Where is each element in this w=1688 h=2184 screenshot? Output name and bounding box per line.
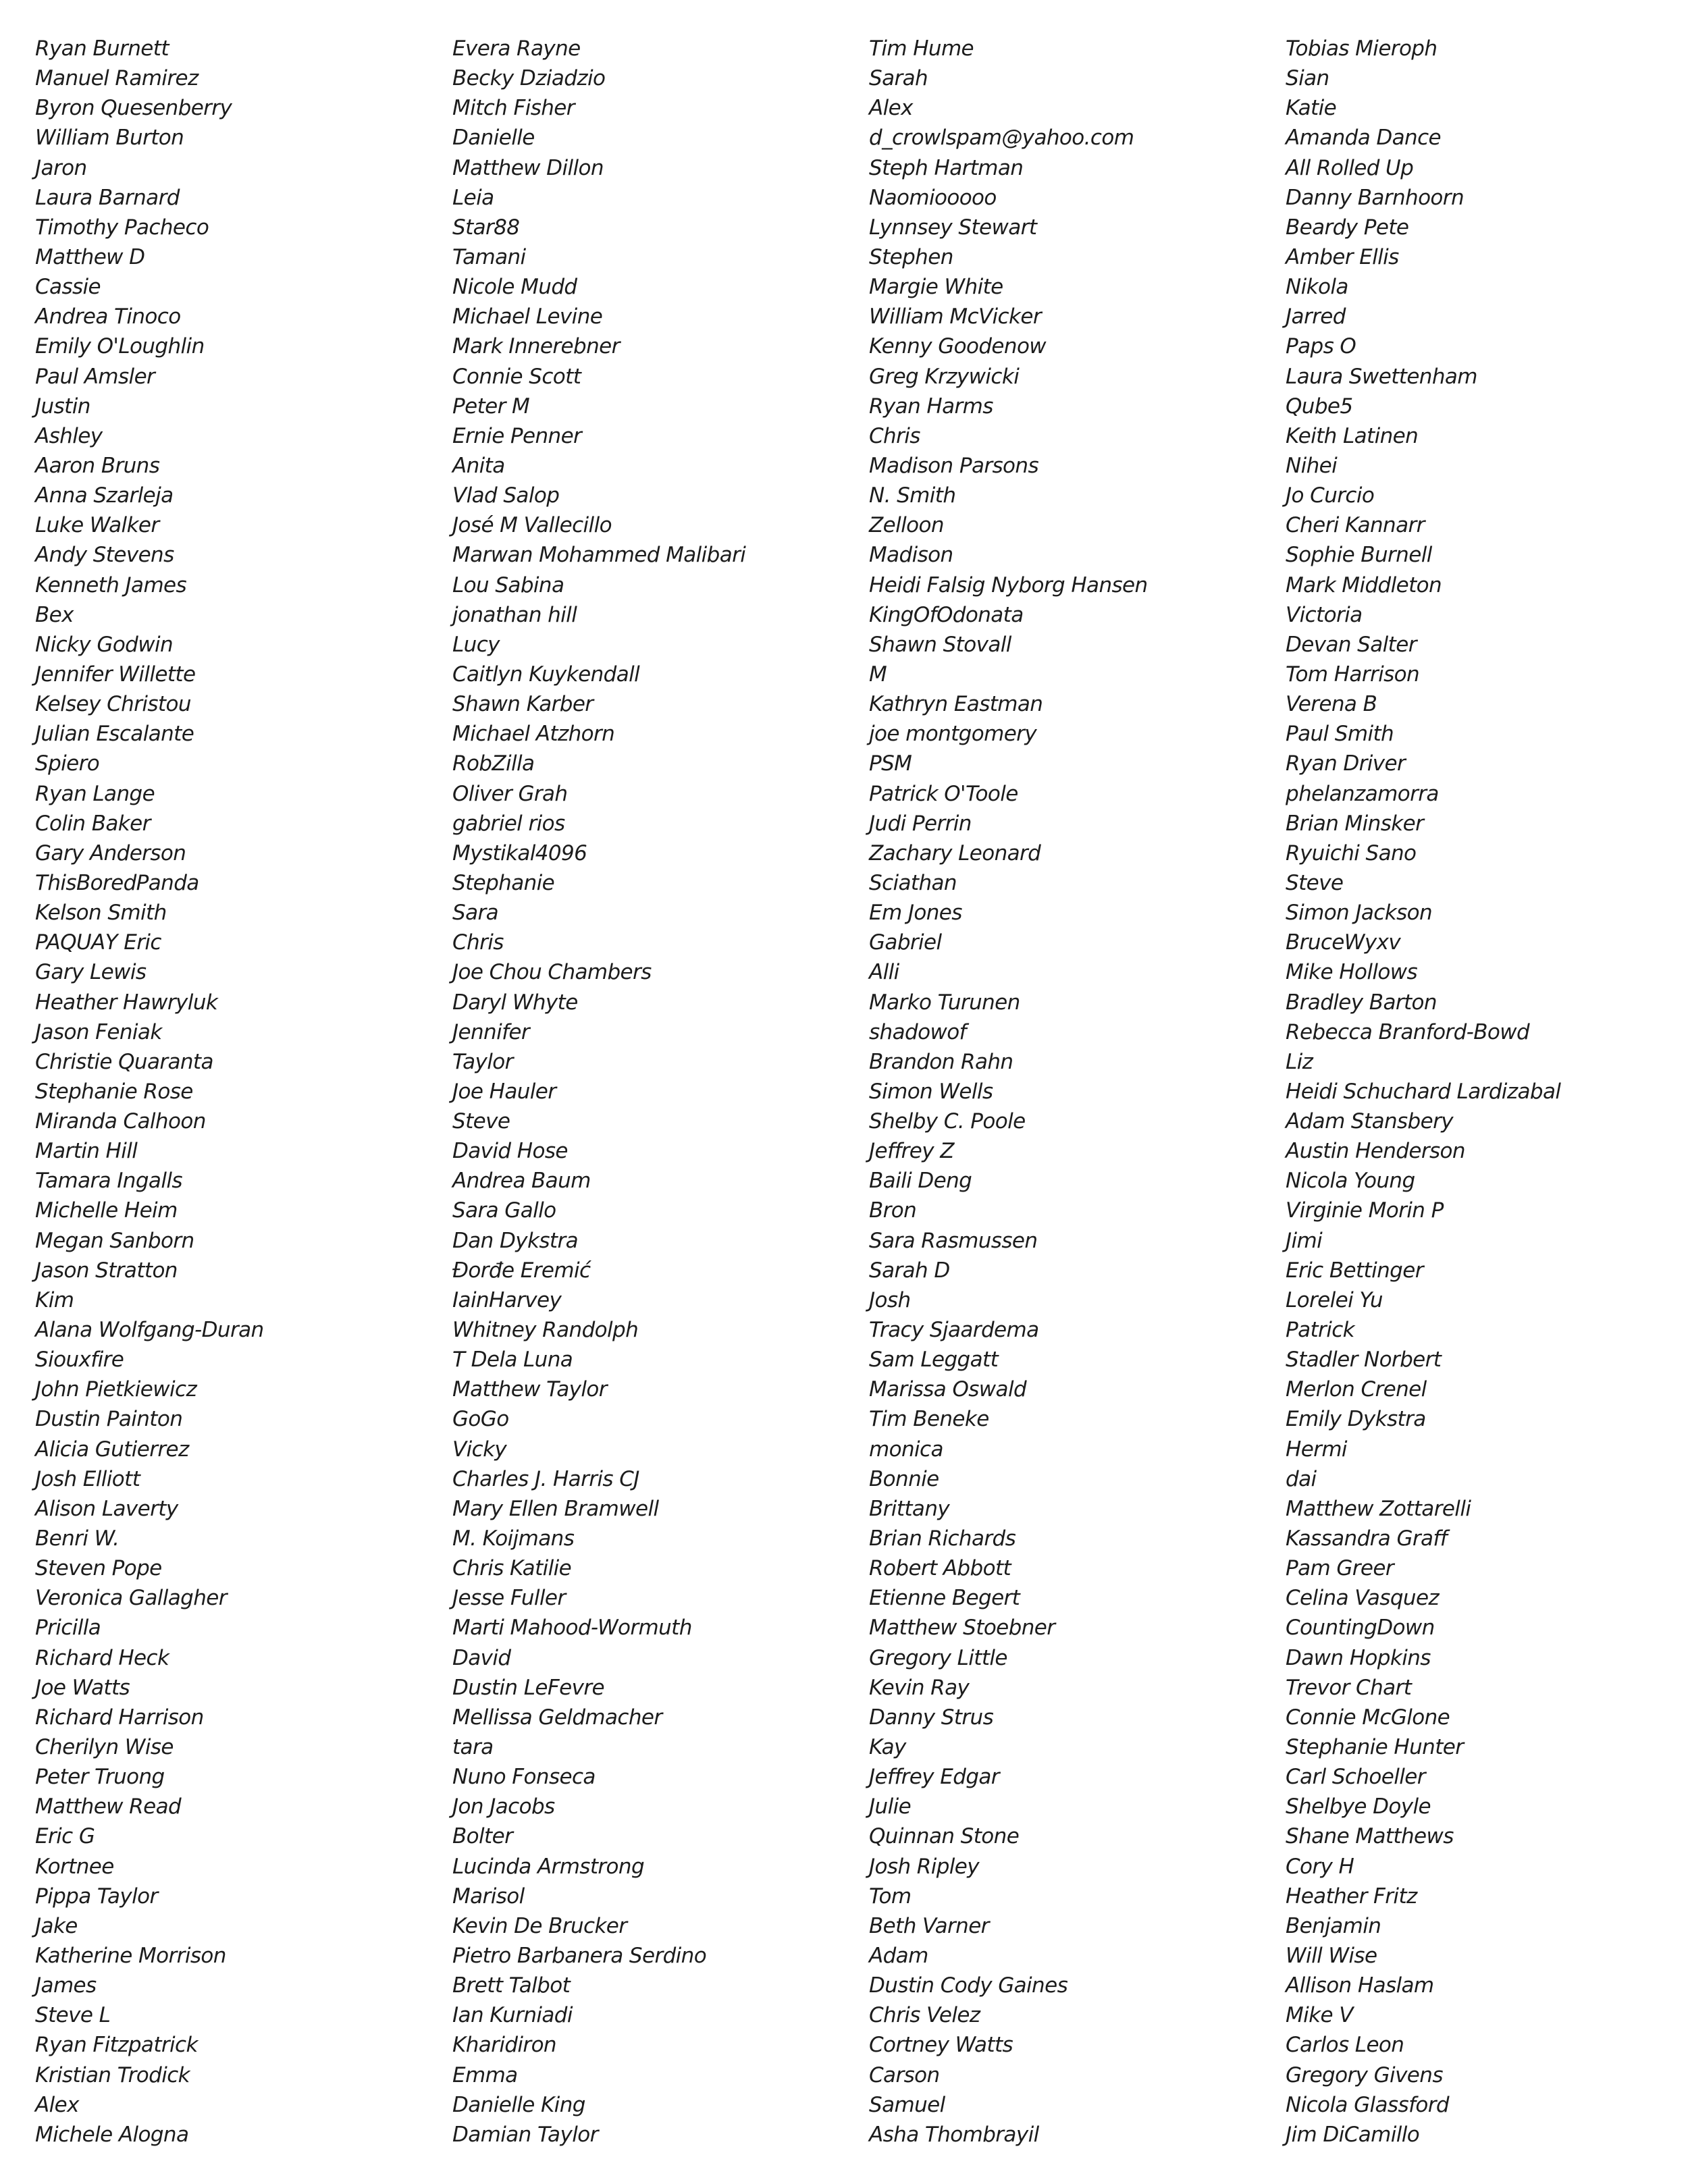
list-item: Mike V <box>1286 2003 1353 2028</box>
list-item: Matthew Zottarelli <box>1286 1496 1471 1521</box>
list-item: José M Vallecillo <box>452 513 612 538</box>
list-item: Heather Fritz <box>1286 1884 1417 1909</box>
list-item: Zelloon <box>869 513 944 538</box>
list-item: Kenneth James <box>35 572 187 597</box>
list-item: Sciathan <box>869 870 957 895</box>
list-item: Dustin Cody Gaines <box>869 1973 1068 1998</box>
list-item: Tracy Sjaardema <box>869 1318 1039 1343</box>
list-item: Devan Salter <box>1286 632 1417 657</box>
list-item: Lorelei Yu <box>1286 1287 1383 1312</box>
list-item: Carlos Leon <box>1286 2033 1404 2058</box>
list-item: Kristian Trodick <box>35 2062 190 2087</box>
list-item: Margie White <box>869 275 1003 300</box>
list-item: Dustin Painton <box>35 1407 183 1432</box>
list-item: Mark Middleton <box>1286 572 1442 597</box>
list-item: Paul Amsler <box>35 364 155 389</box>
list-item: Beth Varner <box>869 1913 989 1938</box>
list-item: Sarah <box>869 66 928 91</box>
list-item: Anna Szarleja <box>35 483 174 508</box>
list-item: Mystikal4096 <box>452 841 587 865</box>
list-item: Gregory Little <box>869 1645 1007 1670</box>
list-item: Andrea Tinoco <box>35 304 181 329</box>
list-item: Bron <box>869 1198 917 1223</box>
list-item: Michael Atzhorn <box>452 722 615 747</box>
list-item: Siouxfire <box>35 1348 124 1373</box>
list-item: gabriel rios <box>452 811 565 836</box>
list-item: Jason Feniak <box>35 1019 162 1044</box>
list-item: Gary Anderson <box>35 841 186 865</box>
list-item: Mike Hollows <box>1286 960 1418 985</box>
list-item: Brett Talbot <box>452 1973 571 1998</box>
list-item: Byron Quesenberry <box>35 96 232 121</box>
list-item: Tamani <box>452 244 526 269</box>
list-item: Pietro Barbanera Serdino <box>452 1944 707 1968</box>
list-item: Evera Rayne <box>452 36 581 61</box>
list-item: Josh <box>869 1287 911 1312</box>
list-item: Jimi <box>1286 1228 1323 1253</box>
list-item: Kevin De Brucker <box>452 1913 627 1938</box>
list-item: Bex <box>35 602 74 627</box>
list-item: Stephen <box>869 244 953 269</box>
list-item: Miranda Calhoon <box>35 1109 206 1134</box>
list-item: Lynnsey Stewart <box>869 215 1037 240</box>
list-item: Danielle <box>452 126 535 151</box>
list-item: Laura Swettenham <box>1286 364 1477 389</box>
list-item: Damian Taylor <box>452 2122 598 2147</box>
list-item: Benri W. <box>35 1526 120 1551</box>
list-item: Matthew Read <box>35 1794 182 1819</box>
list-item: Daryl Whyte <box>452 990 578 1015</box>
list-item: Nihei <box>1286 453 1338 478</box>
list-item: James <box>35 1973 97 1998</box>
list-item: KingOfOdonata <box>869 602 1024 627</box>
list-item: Sophie Burnell <box>1286 543 1432 568</box>
list-item: Connie McGlone <box>1286 1705 1450 1730</box>
list-item: Hermi <box>1286 1437 1347 1462</box>
list-item: Kortnee <box>35 1854 114 1879</box>
list-item: Ryan Driver <box>1286 751 1406 776</box>
list-item: Megan Sanborn <box>35 1228 194 1253</box>
list-item: Kassandra Graff <box>1286 1526 1448 1551</box>
list-item: Jo Curcio <box>1286 483 1375 508</box>
list-item: Nicola Glassford <box>1286 2092 1449 2117</box>
list-item: Tamara Ingalls <box>35 1169 182 1194</box>
list-item: Heidi Schuchard Lardizabal <box>1286 1079 1561 1104</box>
list-item: Jim DiCamillo <box>1286 2122 1420 2147</box>
list-item: Lou Sabina <box>452 572 564 597</box>
list-item: Gregory Givens <box>1286 2062 1443 2087</box>
list-item: Ian Kurniadi <box>452 2003 573 2028</box>
list-item: Nikola <box>1286 275 1348 300</box>
name-column-4 <box>1286 34 1560 2150</box>
list-item: John Pietkiewicz <box>35 1377 197 1402</box>
list-item: Kevin Ray <box>869 1675 970 1700</box>
list-item: Carl Schoeller <box>1286 1765 1425 1790</box>
list-item: Aaron Bruns <box>35 453 160 478</box>
list-item: Simon Jackson <box>1286 901 1433 926</box>
list-item: Alison Laverty <box>35 1496 178 1521</box>
list-item: Madison Parsons <box>869 453 1039 478</box>
list-item: T Dela Luna <box>452 1348 573 1373</box>
list-item: Alicia Gutierrez <box>35 1437 189 1462</box>
list-item: Cory H <box>1286 1854 1354 1879</box>
list-item: Richard Heck <box>35 1645 169 1670</box>
list-item: Sarah D <box>869 1258 950 1283</box>
list-item: Gabriel <box>869 930 942 955</box>
list-item: Jeffrey Edgar <box>869 1765 999 1790</box>
list-item: Colin Baker <box>35 811 151 836</box>
list-item: PSM <box>869 751 912 776</box>
list-item: Leia <box>452 185 494 210</box>
list-item: joe montgomery <box>869 722 1037 747</box>
list-item: Adam <box>869 1944 928 1968</box>
list-item: Brandon Rahn <box>869 1049 1013 1074</box>
list-item: Vlad Salop <box>452 483 560 508</box>
list-item: Becky Dziadzio <box>452 66 606 91</box>
list-item: Stephanie Rose <box>35 1079 193 1104</box>
list-item: Jesse Fuller <box>452 1586 566 1611</box>
list-item: ThisBoredPanda <box>35 870 199 895</box>
list-item: Dawn Hopkins <box>1286 1645 1431 1670</box>
list-item: Zachary Leonard <box>869 841 1041 865</box>
list-item: Shawn Stovall <box>869 632 1011 657</box>
list-item: tara <box>452 1735 494 1760</box>
list-item: Danny Strus <box>869 1705 994 1730</box>
list-item: Marissa Oswald <box>869 1377 1027 1402</box>
list-item: Kay <box>869 1735 906 1760</box>
list-item: David <box>452 1645 511 1670</box>
list-item: Marko Turunen <box>869 990 1020 1015</box>
list-item: Marisol <box>452 1884 525 1909</box>
list-item: Merlon Crenel <box>1286 1377 1427 1402</box>
list-item: M. Koijmans <box>452 1526 575 1551</box>
list-item: Ernie Penner <box>452 423 582 448</box>
list-item: Veronica Gallagher <box>35 1586 227 1611</box>
list-item: Rebecca Branford-Bowd <box>1286 1019 1530 1044</box>
list-item: Manuel Ramirez <box>35 66 199 91</box>
list-item: Austin Henderson <box>1286 1139 1465 1164</box>
list-item: Jaron <box>35 155 87 180</box>
list-item: IainHarvey <box>452 1287 562 1312</box>
list-item: Em Jones <box>869 901 962 926</box>
list-item: Sam Leggatt <box>869 1348 999 1373</box>
list-item: Paps O <box>1286 334 1356 359</box>
name-column-2 <box>452 34 745 2150</box>
list-item: Tim Beneke <box>869 1407 989 1432</box>
list-item: Marwan Mohammed Malibari <box>452 543 746 568</box>
list-item: Mellissa Geldmacher <box>452 1705 662 1730</box>
list-item: Asha Thombrayil <box>869 2122 1039 2147</box>
list-item: Andy Stevens <box>35 543 174 568</box>
list-item: Ryan Burnett <box>35 36 169 61</box>
list-item: GoGo <box>452 1407 509 1432</box>
list-item: Ryan Lange <box>35 781 155 806</box>
list-item: Heather Hawryluk <box>35 990 218 1015</box>
list-item: William McVicker <box>869 304 1041 329</box>
list-item: Sara Rasmussen <box>869 1228 1038 1253</box>
list-item: Adam Stansbery <box>1286 1109 1454 1134</box>
list-item: Julian Escalante <box>35 722 194 747</box>
list-item: Samuel <box>869 2092 945 2117</box>
list-item: Timothy Pacheco <box>35 215 209 240</box>
list-item: Quinnan Stone <box>869 1824 1020 1849</box>
list-item: Oliver Grah <box>452 781 568 806</box>
list-item: Ashley <box>35 423 103 448</box>
list-item: Spiero <box>35 751 100 776</box>
list-item: monica <box>869 1437 943 1462</box>
list-item: Cassie <box>35 275 101 300</box>
list-item: Judi Perrin <box>869 811 972 836</box>
list-item: Eric G <box>35 1824 95 1849</box>
list-item: Jason Stratton <box>35 1258 178 1283</box>
list-item: Ryuichi Sano <box>1286 841 1417 865</box>
list-item: Justin <box>35 394 90 419</box>
list-item: M <box>869 662 887 687</box>
list-item: Robert Abbott <box>869 1556 1011 1581</box>
list-item: Pricilla <box>35 1616 101 1641</box>
name-column-3 <box>869 34 1148 2150</box>
list-item: Matthew D <box>35 244 145 269</box>
list-item: Simon Wells <box>869 1079 993 1104</box>
list-item: Steve <box>1286 870 1344 895</box>
list-item: phelanzamorra <box>1286 781 1439 806</box>
list-item: Michael Levine <box>452 304 603 329</box>
list-item: Brittany <box>869 1496 950 1521</box>
list-item: Tim Hume <box>869 36 974 61</box>
list-item: Steve <box>452 1109 510 1134</box>
list-item: Tobias Mieroph <box>1286 36 1438 61</box>
list-item: Allison Haslam <box>1286 1973 1434 1998</box>
list-item: Cherilyn Wise <box>35 1735 174 1760</box>
list-item: Stephanie <box>452 870 555 895</box>
list-item: Anita <box>452 453 505 478</box>
list-item: Jeffrey Z <box>869 1139 954 1164</box>
list-item: Alex <box>35 2092 79 2117</box>
list-item: Baili Deng <box>869 1169 972 1194</box>
list-item: Chris Katilie <box>452 1556 572 1581</box>
list-item: Heidi Falsig Nyborg Hansen <box>869 572 1148 597</box>
list-item: Kathryn Eastman <box>869 692 1043 717</box>
list-item: Shelbye Doyle <box>1286 1794 1431 1819</box>
list-item: Lucy <box>452 632 500 657</box>
list-item: RobZilla <box>452 751 535 776</box>
list-item: Dan Dykstra <box>452 1228 578 1253</box>
list-item: Jake <box>35 1913 78 1938</box>
list-item: Danny Barnhoorn <box>1286 185 1464 210</box>
list-item: Steven Pope <box>35 1556 162 1581</box>
list-item: Amber Ellis <box>1286 244 1399 269</box>
list-item: Kelson Smith <box>35 901 167 926</box>
list-item: Joe Chou Chambers <box>452 960 652 985</box>
list-item: Caitlyn Kuykendall <box>452 662 640 687</box>
list-item: Michelle Heim <box>35 1198 178 1223</box>
list-item: Ryan Fitzpatrick <box>35 2033 198 2058</box>
list-item: Nicola Young <box>1286 1169 1415 1194</box>
list-item: Julie <box>869 1794 912 1819</box>
list-item: Katie <box>1286 96 1337 121</box>
list-item: Stephanie Hunter <box>1286 1735 1464 1760</box>
list-item: Marti Mahood-Wormuth <box>452 1616 692 1641</box>
list-item: Whitney Randolph <box>452 1318 639 1343</box>
list-item: Brian Minsker <box>1286 811 1424 836</box>
list-item: Sara Gallo <box>452 1198 556 1223</box>
list-item: Martin Hill <box>35 1139 138 1164</box>
list-item: Will Wise <box>1286 1944 1377 1968</box>
list-item: Andrea Baum <box>452 1169 591 1194</box>
list-item: Alana Wolfgang-Duran <box>35 1318 264 1343</box>
list-item: Madison <box>869 543 953 568</box>
list-item: Đorđe Eremić <box>452 1258 591 1283</box>
list-item: Kelsey Christou <box>35 692 191 717</box>
list-item: Chris <box>452 930 504 955</box>
list-item: Stadler Norbert <box>1286 1348 1442 1373</box>
list-item: PAQUAY Eric <box>35 930 161 955</box>
list-item: d_crowlspam@yahoo.com <box>869 126 1134 151</box>
list-item: Liz <box>1286 1049 1313 1074</box>
list-item: William Burton <box>35 126 184 151</box>
list-item: Charles J. Harris CJ <box>452 1466 639 1491</box>
list-item: Steve L <box>35 2003 111 2028</box>
list-item: Chris <box>869 423 920 448</box>
list-item: Bolter <box>452 1824 513 1849</box>
list-item: Qube5 <box>1286 394 1353 419</box>
list-item: Carson <box>869 2062 940 2087</box>
list-item: Mary Ellen Bramwell <box>452 1496 659 1521</box>
list-item: Pippa Taylor <box>35 1884 158 1909</box>
list-item: Nuno Fonseca <box>452 1765 596 1790</box>
list-item: Laura Barnard <box>35 185 180 210</box>
list-item: Tom Harrison <box>1286 662 1420 687</box>
list-item: Kharidiron <box>452 2033 556 2058</box>
list-item: Lucinda Armstrong <box>452 1854 645 1879</box>
list-item: Naomiooooo <box>869 185 997 210</box>
list-item: Shane Matthews <box>1286 1824 1454 1849</box>
list-item: Victoria <box>1286 602 1363 627</box>
list-item: Jarred <box>1286 304 1346 329</box>
list-item: Gary Lewis <box>35 960 147 985</box>
list-item: Shelby C. Poole <box>869 1109 1026 1134</box>
list-item: Matthew Stoebner <box>869 1616 1055 1641</box>
list-item: Peter Truong <box>35 1765 165 1790</box>
list-item: Celina Vasquez <box>1286 1586 1440 1611</box>
list-item: N. Smith <box>869 483 956 508</box>
list-item: Keith Latinen <box>1286 423 1419 448</box>
list-item: Amanda Dance <box>1286 126 1442 151</box>
list-item: shadowof <box>869 1019 966 1044</box>
list-item: Josh Elliott <box>35 1466 140 1491</box>
list-item: Virginie Morin P <box>1286 1198 1444 1223</box>
list-item: Mitch Fisher <box>452 96 575 121</box>
list-item: Alli <box>869 960 899 985</box>
list-item: Michele Alogna <box>35 2122 189 2147</box>
list-item: Peter M <box>452 394 530 419</box>
list-item: Steph Hartman <box>869 155 1024 180</box>
list-item: dai <box>1286 1466 1317 1491</box>
list-item: Greg Krzywicki <box>869 364 1020 389</box>
list-item: Sara <box>452 901 499 926</box>
list-item: Paul Smith <box>1286 722 1394 747</box>
list-item: Mark Innerebner <box>452 334 620 359</box>
list-item: Etienne Begert <box>869 1586 1020 1611</box>
list-item: Christie Quaranta <box>35 1049 213 1074</box>
list-item: BruceWyxv <box>1286 930 1401 955</box>
list-item: Richard Harrison <box>35 1705 204 1730</box>
list-item: Verena B <box>1286 692 1377 717</box>
list-item: Matthew Dillon <box>452 155 604 180</box>
list-item: Trevor Chart <box>1286 1675 1412 1700</box>
list-item: Emily Dykstra <box>1286 1407 1426 1432</box>
list-item: Star88 <box>452 215 520 240</box>
list-item: Eric Bettinger <box>1286 1258 1423 1283</box>
list-item: Josh Ripley <box>869 1854 980 1879</box>
list-item: Alex <box>869 96 913 121</box>
list-item: Bradley Barton <box>1286 990 1437 1015</box>
list-item: Beardy Pete <box>1286 215 1409 240</box>
list-item: jonathan hill <box>452 602 577 627</box>
list-item: Pam Greer <box>1286 1556 1394 1581</box>
list-item: Tom <box>869 1884 912 1909</box>
list-item: Danielle King <box>452 2092 585 2117</box>
list-item: David Hose <box>452 1139 568 1164</box>
list-item: Brian Richards <box>869 1526 1016 1551</box>
list-item: Cheri Kannarr <box>1286 513 1425 538</box>
list-item: Joe Watts <box>35 1675 130 1700</box>
list-item: Emma <box>452 2062 518 2087</box>
list-item: Joe Hauler <box>452 1079 556 1104</box>
list-item: Matthew Taylor <box>452 1377 607 1402</box>
list-item: Cortney Watts <box>869 2033 1013 2058</box>
list-item: Kenny Goodenow <box>869 334 1047 359</box>
list-item: Patrick <box>1286 1318 1354 1343</box>
list-item: Nicole Mudd <box>452 275 577 300</box>
list-item: Kim <box>35 1287 74 1312</box>
list-item: Katherine Morrison <box>35 1944 226 1968</box>
name-column-1 <box>35 34 264 2150</box>
list-item: Bonnie <box>869 1466 939 1491</box>
list-item: Nicky Godwin <box>35 632 174 657</box>
list-item: Chris Velez <box>869 2003 980 2028</box>
list-item: Taylor <box>452 1049 513 1074</box>
list-item: Benjamin <box>1286 1913 1381 1938</box>
list-item: Patrick O'Toole <box>869 781 1018 806</box>
list-item: All Rolled Up <box>1286 155 1414 180</box>
list-item: Jennifer Willette <box>35 662 196 687</box>
list-item: Connie Scott <box>452 364 581 389</box>
list-item: Vicky <box>452 1437 507 1462</box>
list-item: Jennifer <box>452 1019 530 1044</box>
list-item: CountingDown <box>1286 1616 1435 1641</box>
list-item: Dustin LeFevre <box>452 1675 604 1700</box>
list-item: Ryan Harms <box>869 394 993 419</box>
list-item: Emily O'Loughlin <box>35 334 205 359</box>
list-item: Jon Jacobs <box>452 1794 555 1819</box>
list-item: Sian <box>1286 66 1329 91</box>
list-item: Shawn Karber <box>452 692 594 717</box>
list-item: Luke Walker <box>35 513 159 538</box>
